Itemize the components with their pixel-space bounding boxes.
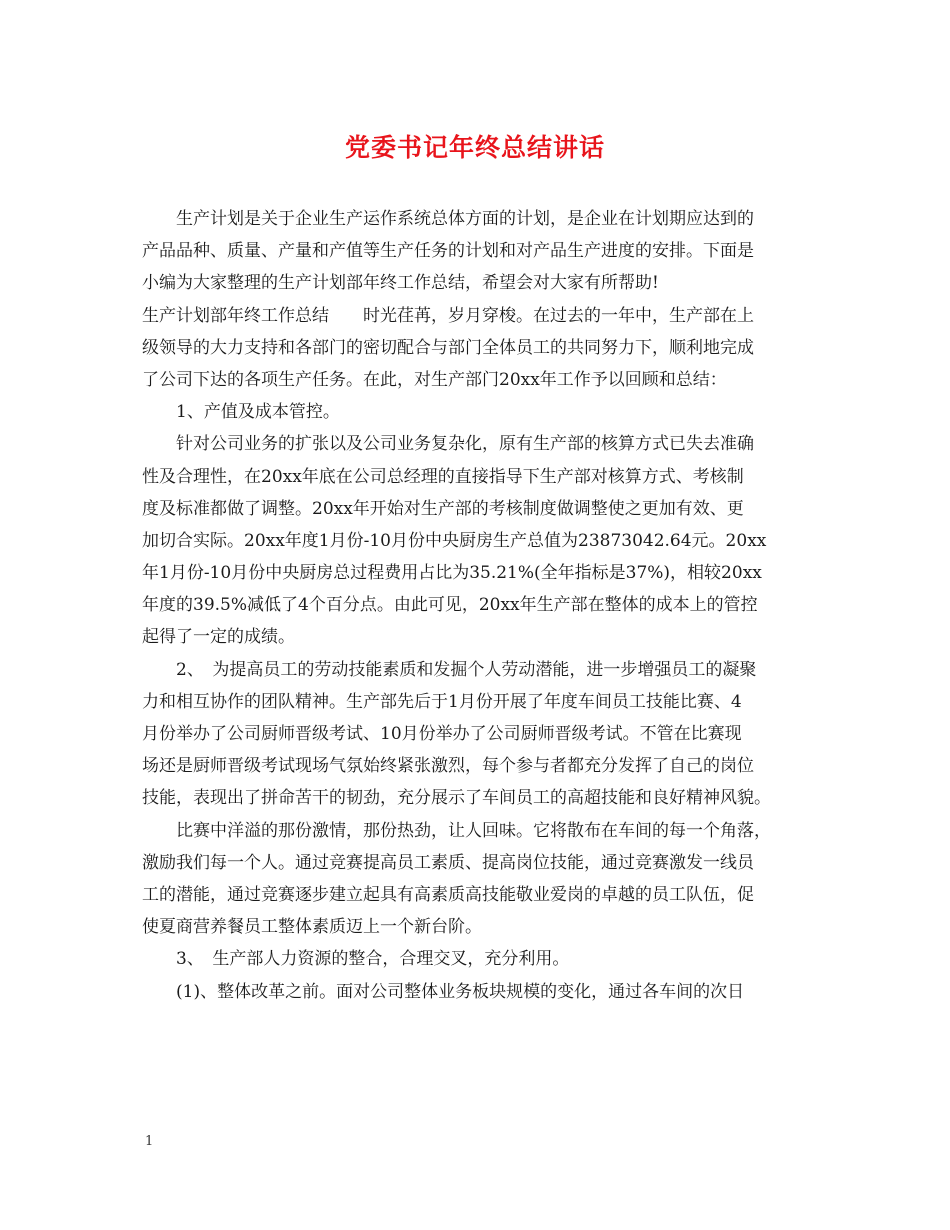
text-line: 级领导的大力支持和各部门的密切配合与部门全体员工的共同努力下，顺利地完成 — [142, 337, 754, 358]
text-line: 生产计划是关于企业生产运作系统总体方面的计划，是企业在计划期应达到的 — [176, 209, 754, 229]
text-line: 性及合理性，在20xx年底在公司总经理的直接指导下生产部对核算方式、考核制 — [142, 466, 744, 487]
text-line: 3、 生产部人力资源的整合，合理交叉，充分利用。 — [176, 949, 570, 970]
text-line: 产品品种、质量、产量和产值等生产任务的计划和对产品生产进度的安排。下面是 — [142, 241, 754, 262]
text-line: 工的潜能，通过竞赛逐步建立起具有高素质高技能敬业爱岗的卓越的员工队伍，促 — [142, 884, 754, 905]
text-line: 激励我们每一个人。通过竞赛提高员工素质、提高岗位技能，通过竞赛激发一线员 — [142, 852, 754, 873]
text-line: 技能，表现出了拼命苦干的韧劲，充分展示了车间员工的高超技能和良好精神风貌。 — [142, 788, 771, 809]
text-line: 年度的39.5%减低了4个百分点。由此可见，20xx年生产部在整体的成本上的管控 — [142, 595, 758, 616]
text-line: 小编为大家整理的生产计划部年终工作总结，希望会对大家有所帮助! — [142, 273, 659, 294]
text-line: 加切合实际。20xx年度1月份-10月份中央厨房生产总值为23873042.64元。20xx — [142, 530, 767, 551]
text-line: 力和相互协作的团队精神。生产部先后于1月份开展了年度车间员工技能比赛、4 — [142, 691, 742, 712]
text-line: 年1月份-10月份中央厨房总过程费用占比为35.21%(全年指标是37%)，相较20xx — [142, 563, 762, 584]
text-line: 了公司下达的各项生产任务。在此，对生产部门20xx年工作予以回顾和总结： — [142, 369, 727, 390]
text-line: 度及标准都做了调整。20xx年开始对生产部的考核制度做调整使之更加有效、更 — [142, 498, 744, 519]
text-line: 比赛中洋溢的那份激情，那份热劲，让人回味。它将散布在车间的每一个角落， — [176, 820, 771, 841]
text-line: (1)、整体改革之前。面对公司整体业务板块规模的变化，通过各车间的次日 — [176, 981, 745, 1002]
document-title: 党委书记年终总结讲话 — [344, 133, 605, 162]
text-line: 使夏商营养餐员工整体素质迈上一个新台阶。 — [142, 917, 482, 938]
document-body — [142, 203, 814, 1008]
text-line: 1、产值及成本管控。 — [176, 402, 340, 423]
text-line: 针对公司业务的扩张以及公司业务复杂化，原有生产部的核算方式已失去准确 — [176, 434, 754, 455]
text-line: 生产计划部年终工作总结 时光荏苒，岁月穿梭。在过去的一年中，生产部在上 — [142, 305, 754, 326]
text-line: 2、 为提高员工的劳动技能素质和发掘个人劳动潜能，进一步增强员工的凝聚 — [176, 659, 757, 680]
text-line: 月份举办了公司厨师晋级考试、10月份举办了公司厨师晋级考试。不管在比赛现 — [142, 724, 742, 744]
text-line: 场还是厨师晋级考试现场气氛始终紧张激烈，每个参与者都充分发挥了自己的岗位 — [142, 756, 754, 777]
page-number: 1 — [145, 1134, 154, 1149]
text-line: 起得了一定的成绩。 — [142, 627, 295, 648]
